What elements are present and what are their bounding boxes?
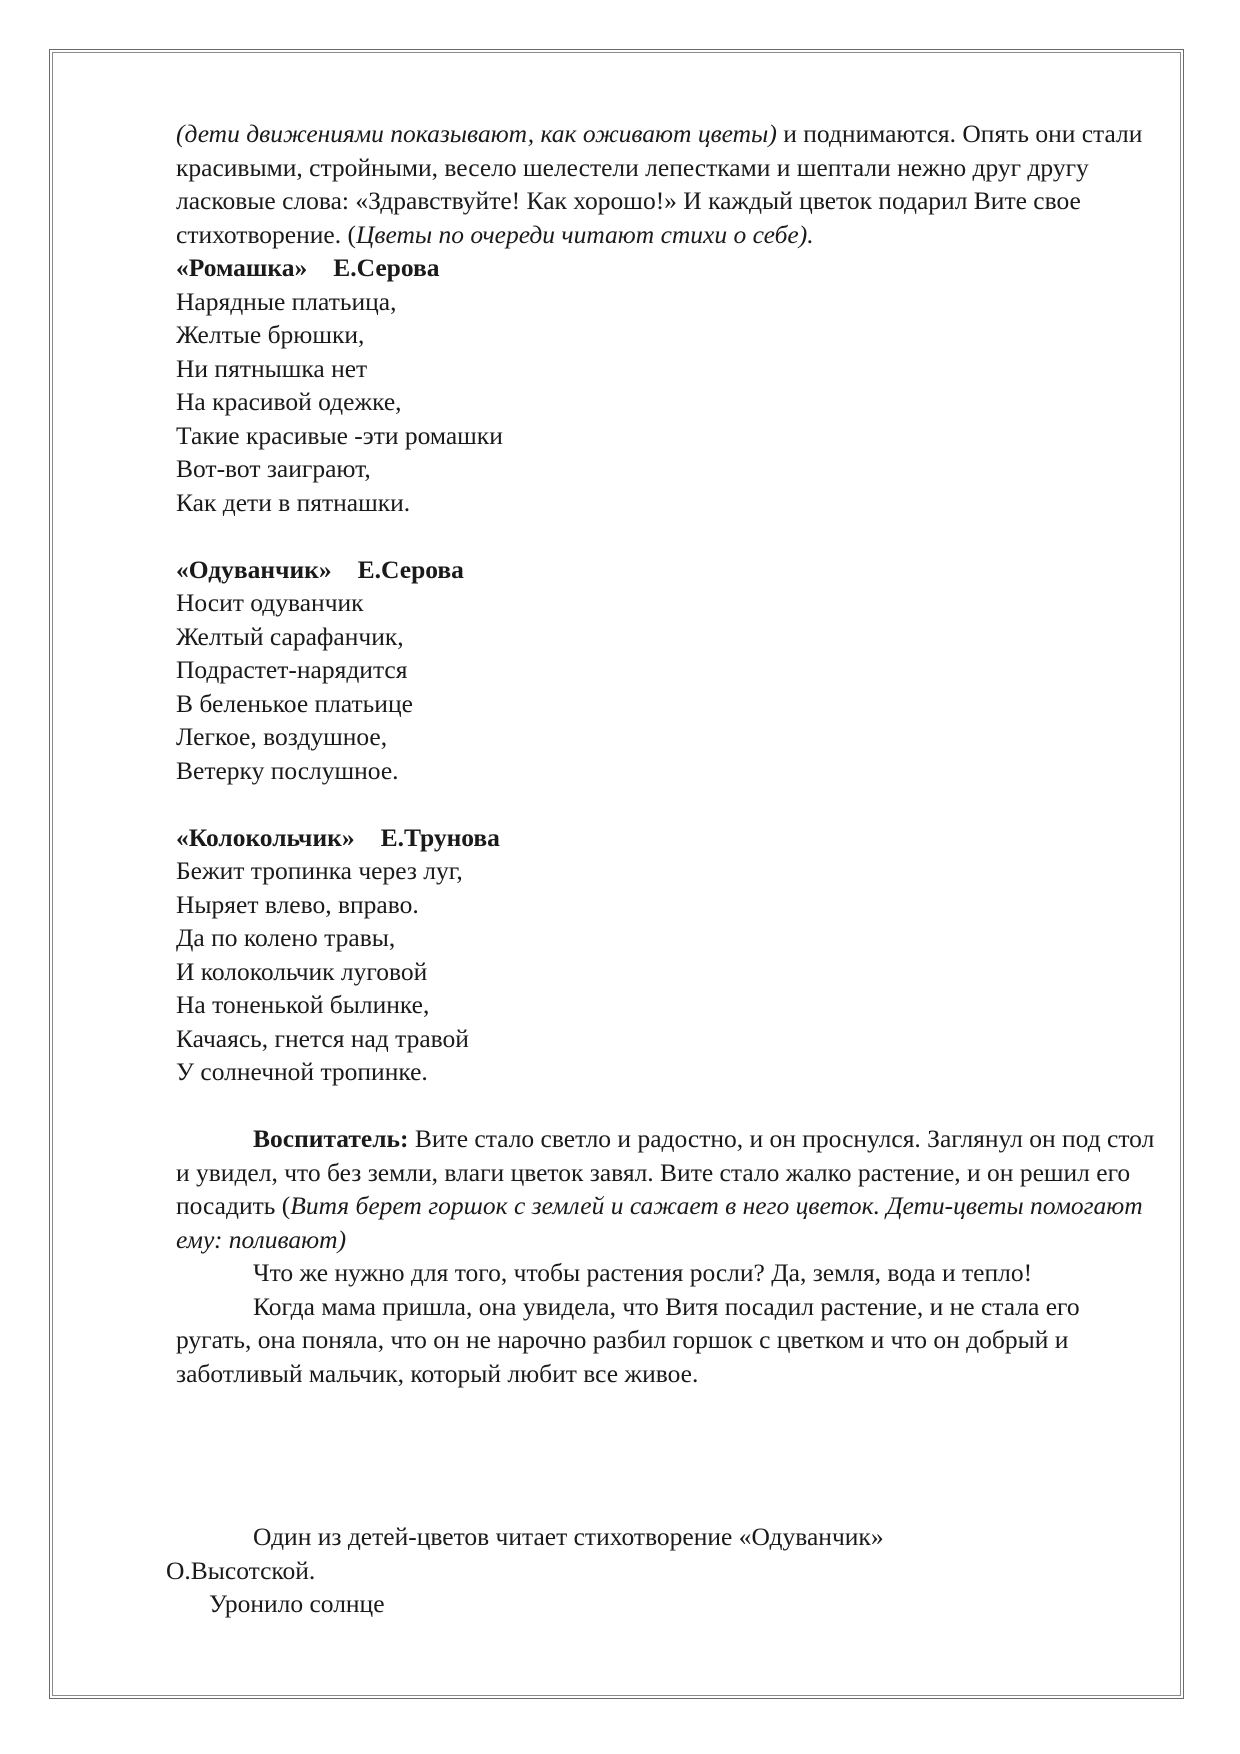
poem-line: У солнечной тропинке. bbox=[176, 1057, 428, 1086]
poem-line: На тоненькой былинке, bbox=[176, 990, 430, 1019]
poem-line: Качаясь, гнется над травой bbox=[176, 1023, 469, 1053]
mother-paragraph: Когда мама пришла, она увидела, что Витя посадил растение, и не стала его ругать, она поняла, что он не нарочно разбил горшок с цветком и что он добрый и заботливый мальчик, который любит все живое. bbox=[176, 1291, 1080, 1388]
poem-line: Нарядные платьица, bbox=[176, 286, 397, 316]
question-paragraph: Что же нужно для того, чтобы растения росли? Да, земля, вода и тепло! bbox=[253, 1258, 1033, 1287]
intro-italic-1: (дети движениями показывают, как оживают цветы) bbox=[176, 119, 777, 148]
ending-line: О.Высотской. bbox=[166, 1555, 316, 1585]
poem-line: На красивой одежке, bbox=[176, 387, 402, 416]
poem-line: Такие красивые -эти ромашки bbox=[176, 420, 503, 450]
poem-heading bbox=[176, 553, 1161, 587]
intro-italic-2: Цветы по очереди читают стихи о себе). bbox=[355, 219, 814, 249]
poem-line: Желтый сарафанчик, bbox=[176, 621, 404, 651]
poem-line: Подрастет-нарядится bbox=[176, 655, 408, 684]
educator-italic: Витя берет горшок с землей и сажает в него цветок. Дети-цветы помогают ему: поливают) bbox=[176, 1191, 1143, 1254]
poem-line: Как дети в пятнашки. bbox=[176, 487, 411, 517]
intro-text: и поднимаются. Опять они стали красивыми, стройными, весело шелестели лепестками и шептали нежно друг другу ласковые слова: «Здравствуйте! Как хорошо!» И каждый цветок подарил Вите свое стихотворение. ( bbox=[176, 119, 1143, 249]
poem-heading bbox=[176, 821, 1161, 855]
educator-text: Вите стало светло и радостно, и он проснулся. Заглянул он под стол и увидел, что без земли, влаги цветок завял. Вите стало жалко растение, и он решил его посадить ( bbox=[176, 1124, 1155, 1220]
poem-title: «Колокольчик» bbox=[176, 822, 355, 852]
intro-paragraph bbox=[176, 117, 1161, 251]
poem-heading bbox=[176, 251, 1161, 285]
educator-label: Воспитатель: bbox=[253, 1124, 409, 1153]
poem-line: Носит одуванчик bbox=[176, 588, 364, 617]
blank-line bbox=[176, 1089, 1161, 1123]
blank-line bbox=[176, 519, 1161, 553]
poem-line: Вот-вот заиграют, bbox=[176, 454, 371, 483]
ending-line: Один из детей-цветов читает стихотворение «Одуванчик» bbox=[253, 1522, 884, 1551]
ending-block bbox=[166, 1520, 1161, 1621]
poem-line: Легкое, воздушное, bbox=[176, 722, 388, 751]
poem-line: Ветерку послушное. bbox=[176, 755, 399, 785]
poem-title: «Одуванчик» bbox=[176, 554, 332, 584]
educator-paragraph bbox=[176, 1122, 1161, 1256]
ending-line: Уронило солнце bbox=[209, 1589, 385, 1618]
poem-line: И колокольчик луговой bbox=[176, 956, 428, 986]
poem-line: Желтые брюшки, bbox=[176, 320, 365, 349]
poem-line: Да по колено травы, bbox=[176, 923, 396, 952]
blank-line bbox=[176, 787, 1161, 821]
poem-title: «Ромашка» bbox=[176, 253, 308, 282]
poem-line: В беленькое платьице bbox=[176, 688, 413, 718]
document-body bbox=[176, 117, 1161, 1390]
poem-author: Е.Серова bbox=[357, 554, 464, 584]
poem-line: Ни пятнышка нет bbox=[176, 353, 368, 383]
poem-line: Бежит тропинка через луг, bbox=[176, 856, 463, 885]
poem-author: Е.Трунова bbox=[380, 822, 500, 852]
poem-author: Е.Серова bbox=[333, 253, 440, 282]
poem-line: Ныряет влево, вправо. bbox=[176, 889, 419, 919]
